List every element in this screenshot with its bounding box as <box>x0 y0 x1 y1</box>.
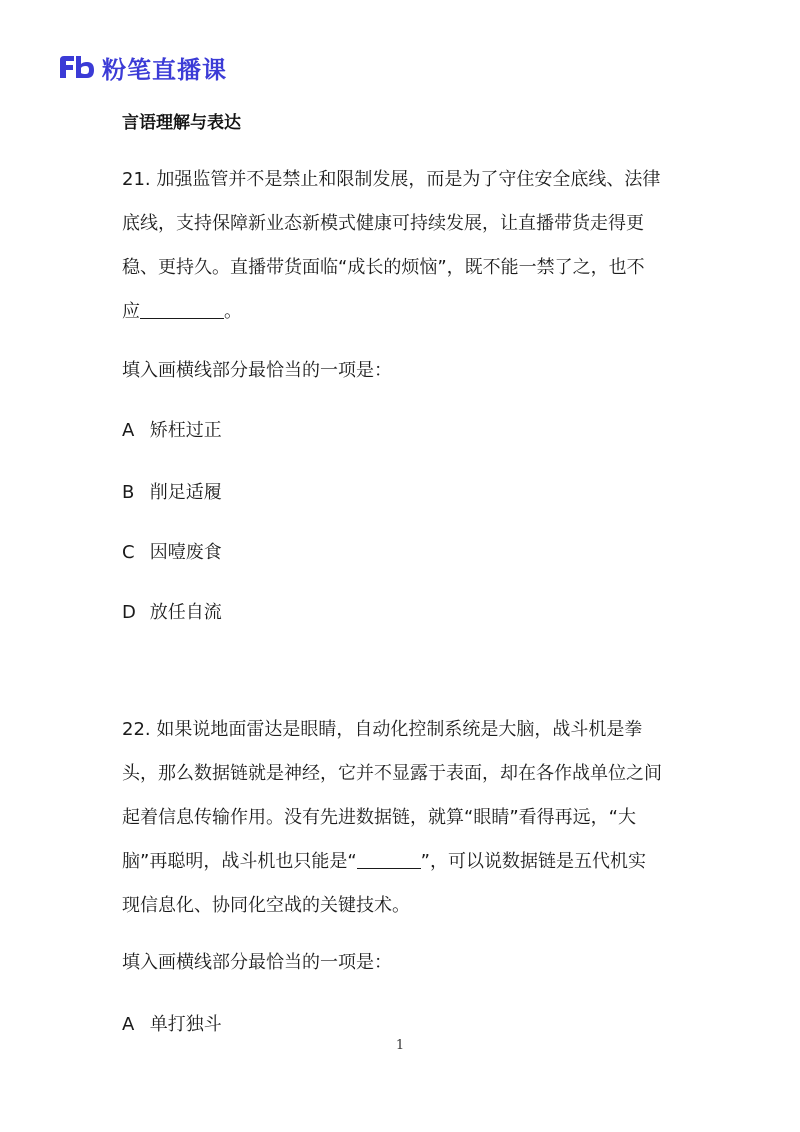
option-letter: A <box>122 1014 135 1035</box>
question-line: 底线，支持保障新业态新模式健康可持续发展，让直播带货走得更 <box>122 213 644 234</box>
option-letter: D <box>122 602 136 623</box>
option-text: 放任自流 <box>149 602 222 623</box>
answer-blank <box>357 848 421 869</box>
question-line-suffix: 。 <box>224 301 242 322</box>
section-title: 言语理解与表达 <box>122 113 241 133</box>
option-letter: B <box>122 482 135 503</box>
question-22-text <box>122 708 692 928</box>
question-line: 头，那么数据链就是神经，它并不显露于表面，却在各作战单位之间 <box>122 763 662 784</box>
question-line: 现信息化、协同化空战的关键技术。 <box>122 895 410 916</box>
question-22-prompt: 填入画横线部分最恰当的一项是： <box>122 952 392 973</box>
question-line-suffix: ”，可以说数据链是五代机实 <box>420 851 646 872</box>
question-line: 应 <box>122 301 140 322</box>
question-line: 22. 如果说地面雷达是眼睛，自动化控制系统是大脑，战斗机是拳 <box>122 719 643 740</box>
option-b <box>122 478 222 504</box>
option-text: 因噎废食 <box>149 542 222 563</box>
question-line-last <box>122 290 692 334</box>
question-line: 21. 加强监管并不是禁止和限制发展，而是为了守住安全底线、法律 <box>122 169 661 190</box>
option-text: 单打独斗 <box>149 1014 222 1035</box>
page-number: 1 <box>395 1038 405 1053</box>
question-21-text <box>122 158 692 334</box>
question-line: 起着信息传输作用。没有先进数据链，就算“眼睛”看得再远，“大 <box>122 807 636 828</box>
answer-blank <box>140 298 224 319</box>
option-letter: C <box>122 542 135 563</box>
option-text: 矫枉过正 <box>149 420 222 441</box>
question-line-with-blank <box>122 840 692 884</box>
option-a <box>122 1010 222 1036</box>
option-letter: A <box>122 420 135 441</box>
option-c <box>122 538 222 564</box>
header <box>58 52 227 82</box>
option-a <box>122 416 222 442</box>
option-d <box>122 598 222 624</box>
brand-name: 粉笔直播课 <box>102 55 227 84</box>
fb-logo-icon <box>58 54 96 80</box>
option-text: 削足适履 <box>149 482 222 503</box>
question-line: 稳、更持久。直播带货面临“成长的烦恼”，既不能一禁了之，也不 <box>122 257 645 278</box>
question-line: 脑”再聪明，战斗机也只能是“ <box>122 851 357 872</box>
question-21-prompt: 填入画横线部分最恰当的一项是： <box>122 360 392 381</box>
